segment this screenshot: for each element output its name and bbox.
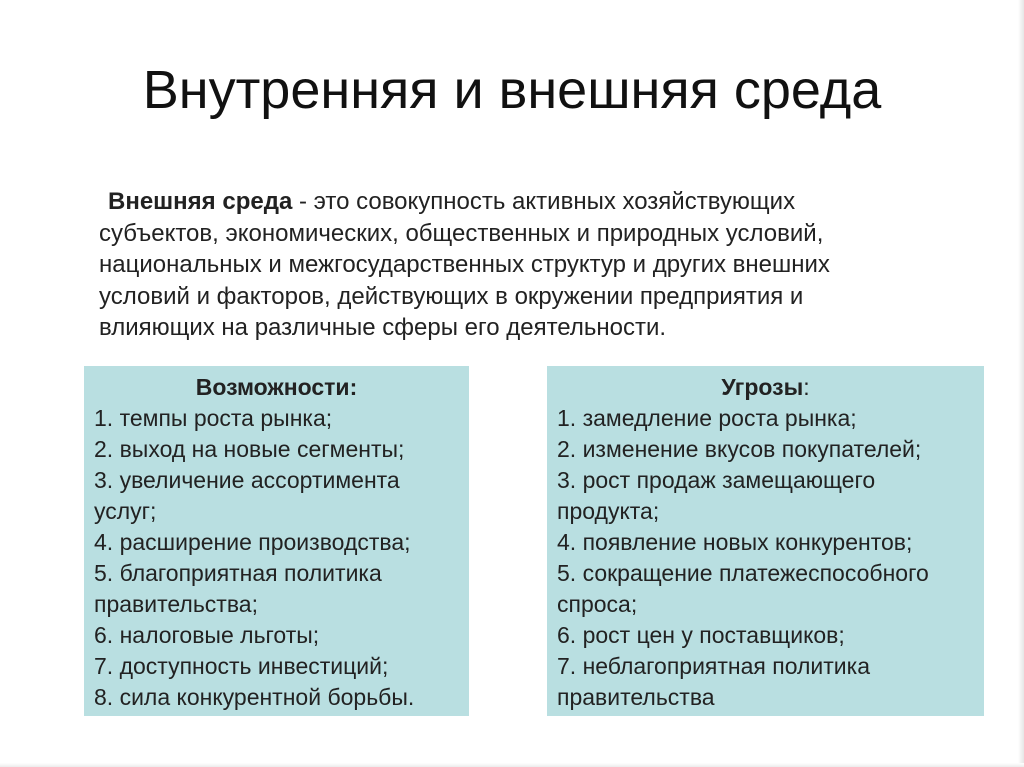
threat-line: 4. появление новых конкурентов; xyxy=(557,529,913,555)
opportunity-line: 1. темпы роста рынка; xyxy=(94,405,333,431)
slide-edge-shadow-bottom xyxy=(0,763,1024,767)
threats-title-colon: : xyxy=(803,374,810,400)
threat-line: 5. сокращение платежеспособного xyxy=(557,560,929,586)
threat-line: 3. рост продаж замещающего xyxy=(557,467,876,493)
opportunity-line: 6. налоговые льготы; xyxy=(94,622,320,648)
opportunity-line: правительства; xyxy=(94,591,258,617)
opportunity-line: услуг; xyxy=(94,498,157,524)
definition-line-3: национальных и межгосударственных структур и других внешних xyxy=(99,251,830,278)
opportunities-title-text: Возможности: xyxy=(195,374,358,400)
opportunity-line: 2. выход на новые сегменты; xyxy=(94,436,405,462)
definition-paragraph xyxy=(99,186,959,344)
definition-first-line-rest: - это совокупность активных хозяйствующих xyxy=(292,188,796,215)
threats-title xyxy=(557,372,974,403)
definition-line-4: условий и факторов, действующих в окружении предприятия и xyxy=(99,282,804,310)
threat-line: 1. замедление роста рынка; xyxy=(557,405,857,431)
definition-line-1 xyxy=(99,186,959,218)
threat-line: 2. изменение вкусов покупателей; xyxy=(557,436,922,462)
definition-term: Внешняя среда xyxy=(108,188,293,215)
opportunity-line: 4. расширение производства; xyxy=(94,529,411,555)
definition-line-5: влияющих на различные сферы его деятельности. xyxy=(99,314,667,341)
definition-line-2: субъектов, экономических, общественных и природных условий, xyxy=(99,219,824,247)
threat-line: спроса; xyxy=(557,591,638,617)
threat-line: продукта; xyxy=(557,498,660,524)
opportunity-line: 8. сила конкурентной борьбы. xyxy=(94,684,415,710)
opportunity-line: 3. увеличение ассортимента xyxy=(94,467,400,493)
opportunities-box xyxy=(84,366,469,716)
threat-line: 7. неблагоприятная политика xyxy=(557,653,871,679)
slide-title: Внутренняя и внешняя среда xyxy=(142,60,882,120)
threat-line: правительства xyxy=(557,684,715,710)
opportunities-title xyxy=(94,372,459,403)
threat-line: 6. рост цен у поставщиков; xyxy=(557,622,845,648)
threats-box xyxy=(547,366,984,716)
threats-title-text: Угрозы xyxy=(721,374,804,400)
opportunity-line: 7. доступность инвестиций; xyxy=(94,653,389,679)
opportunity-line: 5. благоприятная политика xyxy=(94,560,382,586)
